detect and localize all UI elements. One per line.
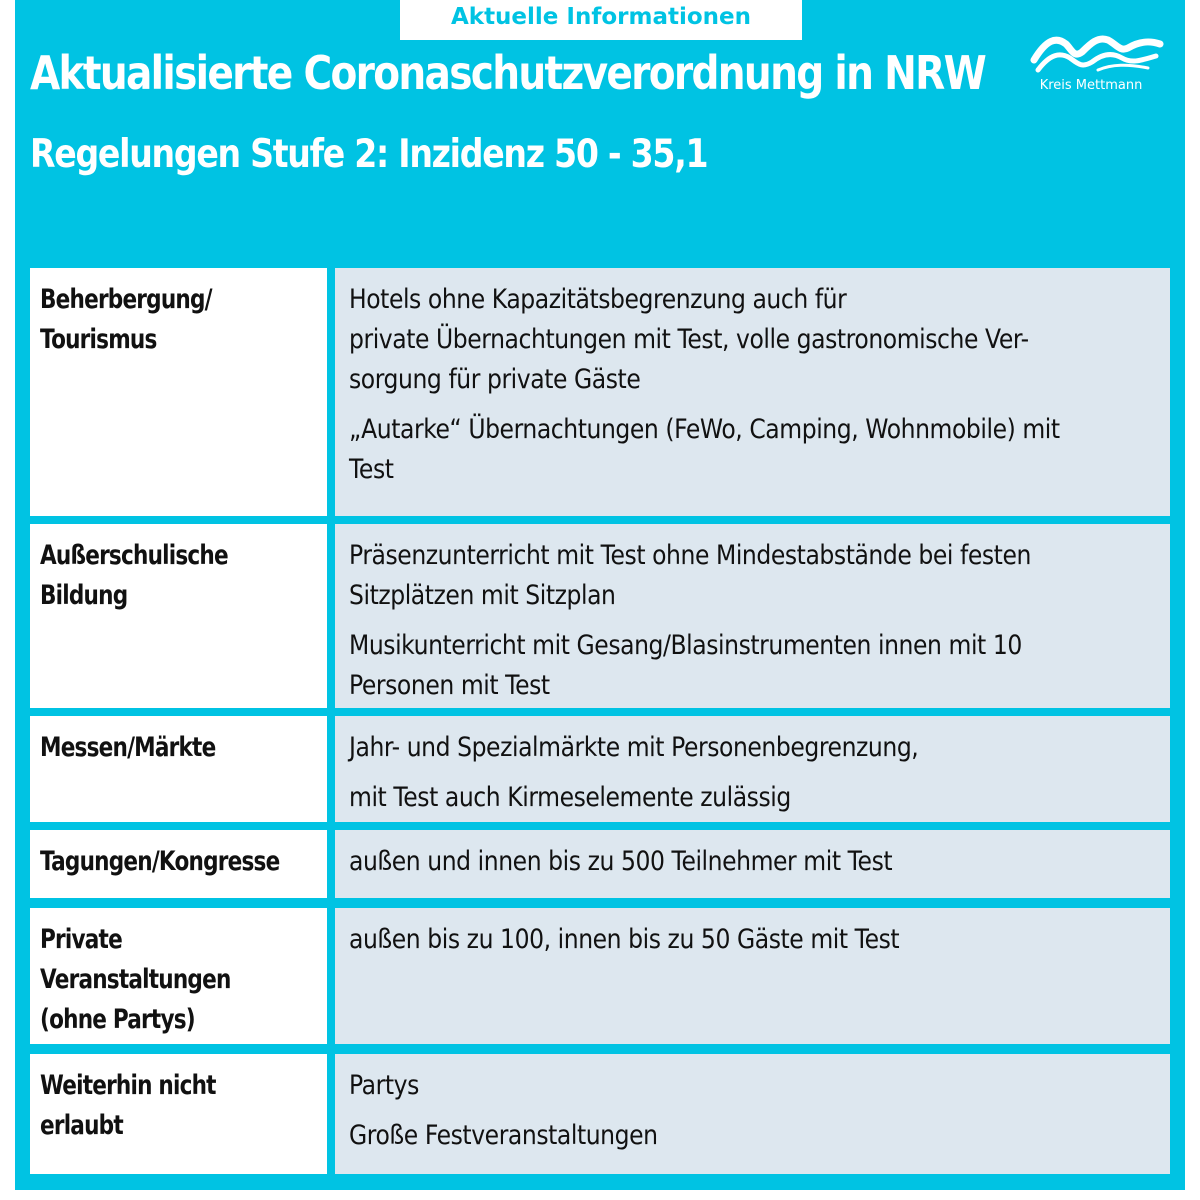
content-paragraph (349, 280, 1154, 400)
row-label-line: (ohne Partys) (40, 1004, 195, 1035)
row-content-cell (335, 716, 1170, 822)
content-line: außen und innen bis zu 500 Teilnehmer mit Test (349, 846, 893, 877)
content-paragraph (349, 536, 1154, 616)
row-label-cell (30, 716, 327, 822)
row-label-line: Bildung (40, 580, 128, 611)
row-content (349, 1066, 1154, 1156)
row-label (40, 1066, 296, 1146)
content-paragraph (349, 728, 1154, 768)
row-content (349, 728, 1154, 818)
row-label-cell (30, 268, 327, 516)
content-line: Personen mit Test (349, 670, 550, 701)
logo-text: Kreis Mettmann (1039, 78, 1143, 93)
row-label-line: Veranstaltungen (40, 964, 231, 995)
kreis-mettmann-logo (1028, 30, 1168, 100)
content-line: Hotels ohne Kapazitätsbegrenzung auch für (349, 284, 847, 315)
row-content (349, 280, 1154, 490)
row-label (40, 728, 296, 768)
content-line: außen bis zu 100, innen bis zu 50 Gäste mit Test (349, 924, 900, 955)
row-content (349, 536, 1154, 706)
content-paragraph (349, 410, 1154, 490)
content-paragraph (349, 842, 1154, 882)
content-line: Sitzplätzen mit Sitzplan (349, 580, 616, 611)
row-content-cell (335, 908, 1170, 1044)
table-row (30, 716, 1170, 822)
content-line: private Übernachtungen mit Test, volle gastronomische Ver- (349, 324, 1029, 355)
row-content-cell (335, 268, 1170, 516)
header-tab (400, 0, 802, 40)
content-line: Präsenzunterricht mit Test ohne Mindestabstände bei festen (349, 540, 1031, 571)
table-row (30, 268, 1170, 516)
content-line: Test (349, 454, 394, 485)
table-row (30, 908, 1170, 1044)
row-content (349, 920, 1154, 960)
content-line: Große Festveranstaltungen (349, 1120, 658, 1151)
row-label-line: Tagungen/Kongresse (40, 846, 280, 877)
content-line: „Autarke“ Übernachtungen (FeWo, Camping, Wohnmobile) mit (349, 414, 1060, 445)
row-label-line: Außerschulische (40, 540, 228, 571)
content-line: sorgung für private Gäste (349, 364, 641, 395)
content-line: mit Test auch Kirmeselemente zulässig (349, 782, 791, 813)
header-tab-label: Aktuelle Informationen (450, 4, 752, 30)
row-label (40, 920, 296, 1040)
row-label (40, 536, 296, 616)
wave-logo-icon (1028, 30, 1168, 80)
row-label (40, 280, 296, 360)
row-label-cell (30, 524, 327, 708)
row-label-cell (30, 830, 327, 898)
page-subtitle: Regelungen Stufe 2: Inzidenz 50 - 35,1 (30, 132, 708, 177)
row-label-line: Weiterhin nicht erlaubt (40, 1070, 216, 1141)
row-content-cell (335, 830, 1170, 898)
content-line: Partys (349, 1070, 419, 1101)
table-row (30, 830, 1170, 898)
row-content-cell (335, 1054, 1170, 1174)
content-paragraph (349, 920, 1154, 960)
row-content (349, 842, 1154, 882)
table-row (30, 1054, 1170, 1174)
content-line: Jahr- und Spezialmärkte mit Personenbegrenzung, (349, 732, 919, 763)
row-label-cell (30, 1054, 327, 1174)
content-paragraph (349, 1066, 1154, 1106)
content-paragraph (349, 626, 1154, 706)
row-label-cell (30, 908, 327, 1044)
row-label-line: Messen/Märkte (40, 732, 216, 763)
content-paragraph (349, 1116, 1154, 1156)
content-line: Musikunterricht mit Gesang/Blasinstrumenten innen mit 10 (349, 630, 1022, 661)
page-title: Aktualisierte Coronaschutzverordnung in NRW (30, 46, 986, 100)
row-label-line: Beherbergung/ (40, 284, 212, 315)
content-paragraph (349, 778, 1154, 818)
table-row (30, 524, 1170, 708)
row-content-cell (335, 524, 1170, 708)
row-label-line: Private (40, 924, 122, 955)
row-label-line: Tourismus (40, 324, 157, 355)
row-label (40, 842, 296, 882)
